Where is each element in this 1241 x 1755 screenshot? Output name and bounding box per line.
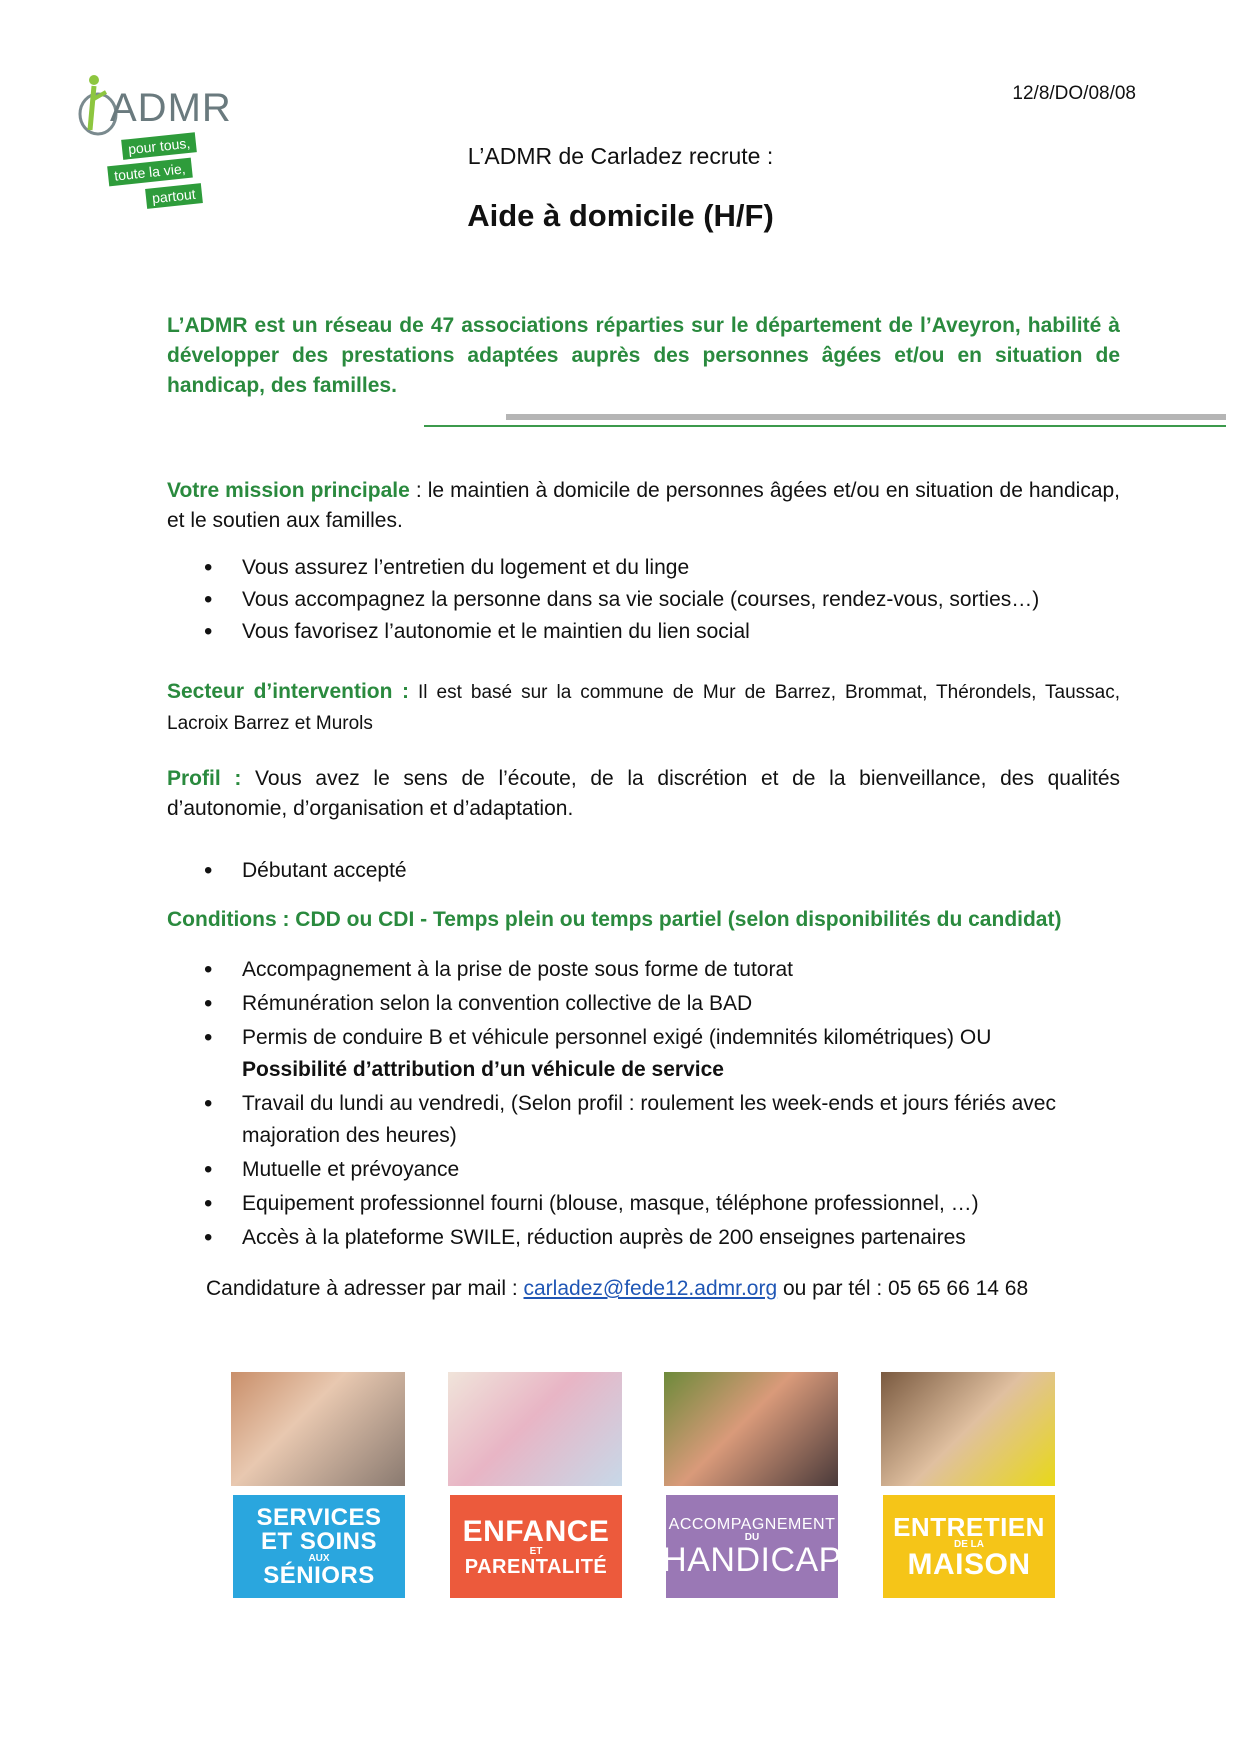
list-item: • Equipement professionnel fourni (blouse, masque, téléphone professionnel, …) — [167, 1188, 1120, 1220]
tile-line1: SERVICES — [256, 1503, 382, 1531]
secteur-text: Il est basé sur la commune de Mur de Barrez, Brommat, Thérondels, Taussac, Lacroix Barrez et Murols — [167, 682, 1120, 734]
tile-line3: HANDICAP — [662, 1540, 842, 1579]
logo-wordmark: ADMR — [110, 86, 232, 130]
vehicle-of-service: Possibilité d’attribution d’un véhicule de service — [242, 1058, 724, 1081]
list-item: • Vous favorisez l’autonomie et le maintien du lien social — [167, 616, 1120, 648]
mission-paragraph — [167, 476, 1120, 536]
job-title: Aide à domicile (H/F) — [467, 198, 774, 233]
tile-label — [233, 1495, 405, 1598]
mission-text: : le maintien à domicile de personnes âgées et/ou en situation de handicap, et le soutien aux familles. — [167, 479, 1121, 532]
list-item: • Vous assurez l’entretien du logement et du linge — [167, 552, 1120, 584]
tile-seniors — [231, 1372, 405, 1598]
recruiter-line: L’ADMR de Carladez recrute : — [467, 143, 774, 169]
document-reference: 12/8/DO/08/08 — [1012, 83, 1136, 104]
tile-line1: ENFANCE — [462, 1514, 610, 1548]
list-item-text: Permis de conduire B et véhicule personnel exigé (indemnités kilométriques) OU — [242, 1026, 992, 1049]
tile-line1: ACCOMPAGNEMENT — [668, 1515, 836, 1533]
tile-small: AUX — [308, 1552, 330, 1564]
tile-line3: PARENTALITÉ — [464, 1555, 608, 1578]
candidature-prefix: Candidature à adresser par mail : — [206, 1277, 524, 1300]
secteur-paragraph — [167, 677, 1120, 739]
email-link[interactable]: carladez@fede12.admr.org — [523, 1277, 778, 1300]
list-item: • Travail du lundi au vendredi, (Selon profil : roulement les week-ends et jours fériés avec majoration des heures) — [167, 1088, 1120, 1152]
secteur-heading: Secteur d’intervention : — [167, 680, 410, 703]
intro-paragraph: L’ADMR est un réseau de 47 associations réparties sur le département de l’Aveyron, habilité à développer des prestations adaptées auprès des personnes âgées et/ou en situation de handicap, des familles. — [167, 314, 1120, 397]
handicap-photo — [664, 1372, 838, 1486]
profil-paragraph — [167, 764, 1120, 824]
enfance-photo — [448, 1372, 622, 1486]
list-item: • Vous accompagnez la personne dans sa vie sociale (courses, rendez-vous, sorties…) — [167, 584, 1120, 616]
tile-small: DE LA — [954, 1538, 984, 1550]
candidature-suffix: ou par tél : 05 65 66 14 68 — [777, 1277, 1029, 1300]
seniors-photo — [231, 1372, 405, 1486]
tile-maison — [881, 1372, 1055, 1598]
tile-label — [662, 1495, 842, 1598]
tile-line2: ET SOINS — [260, 1527, 378, 1555]
conditions-heading: Conditions : CDD ou CDI - Temps plein ou temps partiel (selon disponibilités du candidat) — [167, 908, 1062, 931]
mission-list — [167, 552, 1120, 648]
mission-heading: Votre mission principale — [167, 479, 410, 502]
tile-small: ET — [529, 1545, 543, 1557]
logo-tagline-3: partout — [145, 183, 202, 209]
tile-line1: ENTRETIEN — [893, 1511, 1045, 1542]
list-item: • Débutant accepté — [167, 855, 1120, 887]
separator-grey — [506, 414, 1226, 420]
logo-tagline-2: toute la vie, — [107, 158, 192, 187]
list-item: • Accompagnement à la prise de poste sous forme de tutorat — [167, 954, 1120, 986]
profil-list — [167, 855, 1120, 887]
tile-label — [883, 1495, 1055, 1598]
tile-label — [450, 1495, 622, 1598]
tile-line3: SÉNIORS — [263, 1561, 375, 1589]
list-item: • Rémunération selon la convention collective de la BAD — [167, 988, 1120, 1020]
list-item — [167, 1022, 1120, 1086]
tile-line3: MAISON — [907, 1547, 1031, 1581]
profil-heading: Profil : — [167, 767, 242, 790]
tile-handicap — [662, 1372, 842, 1598]
tile-enfance — [448, 1372, 622, 1598]
maison-photo — [881, 1372, 1055, 1486]
profil-text: Vous avez le sens de l’écoute, de la discrétion et de la bienveillance, des qualités d’autonomie, d’organisation et d’adaptation. — [167, 767, 1121, 820]
logo-tagline-1: pour tous, — [121, 132, 197, 160]
separator-green — [424, 425, 1226, 427]
list-item: • Mutuelle et prévoyance — [167, 1154, 1120, 1186]
tile-small: DU — [744, 1531, 760, 1543]
candidature-line — [206, 1277, 1028, 1301]
conditions-list — [167, 954, 1120, 1254]
list-item: • Accès à la plateforme SWILE, réduction auprès de 200 enseignes partenaires — [167, 1222, 1120, 1254]
